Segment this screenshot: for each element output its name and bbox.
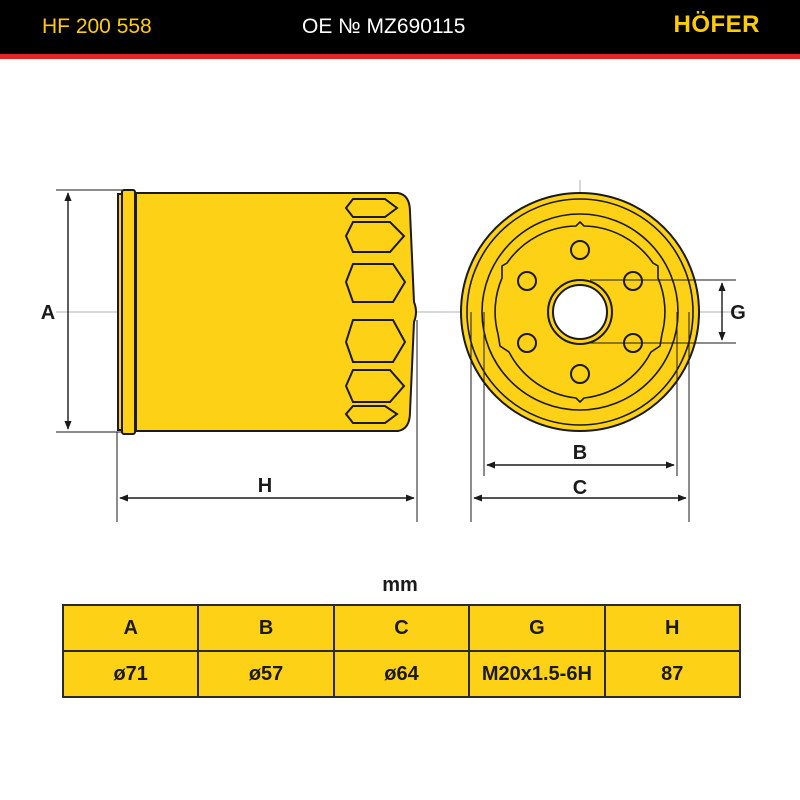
threaded-port [553, 285, 607, 339]
table-row [63, 651, 740, 697]
table-cell: 87 [605, 651, 740, 697]
table-header-cell: A [63, 605, 198, 651]
wrench-flat [346, 199, 397, 217]
inlet-hole [518, 272, 536, 290]
wrench-flat [346, 406, 397, 423]
wrench-flat [346, 264, 405, 302]
wrench-flat [346, 370, 404, 402]
table-cell: ø57 [198, 651, 333, 697]
dimension-b-label: B [572, 442, 588, 464]
units-label: mm [382, 574, 418, 596]
dimensions-table [62, 604, 741, 698]
table-header-cell: B [198, 605, 333, 651]
table-cell: ø64 [334, 651, 469, 697]
inlet-hole [571, 241, 589, 259]
dimension-c-label: C [572, 477, 588, 499]
dimension-h-label: H [257, 475, 273, 497]
inlet-hole [518, 334, 536, 352]
table-cell: M20x1.5-6H [469, 651, 604, 697]
dimension-a-label: A [40, 302, 56, 324]
brand-logo: HÖFER [673, 11, 760, 38]
filter-side-view [118, 190, 416, 434]
table-header-cell: H [605, 605, 740, 651]
oe-number: OE № MZ690115 [302, 15, 466, 38]
dimension-a [56, 190, 122, 432]
wrench-flat [346, 320, 405, 362]
filter-bottom-view [461, 193, 699, 431]
inlet-hole [624, 272, 642, 290]
table-cell: ø71 [63, 651, 198, 697]
base-plate-rim [122, 190, 135, 434]
dimension-g-label: G [730, 302, 746, 324]
inlet-hole [571, 365, 589, 383]
table-header-cell: C [334, 605, 469, 651]
part-number: HF 200 558 [42, 15, 152, 38]
table-header-row [63, 605, 740, 651]
table-header-cell: G [469, 605, 604, 651]
